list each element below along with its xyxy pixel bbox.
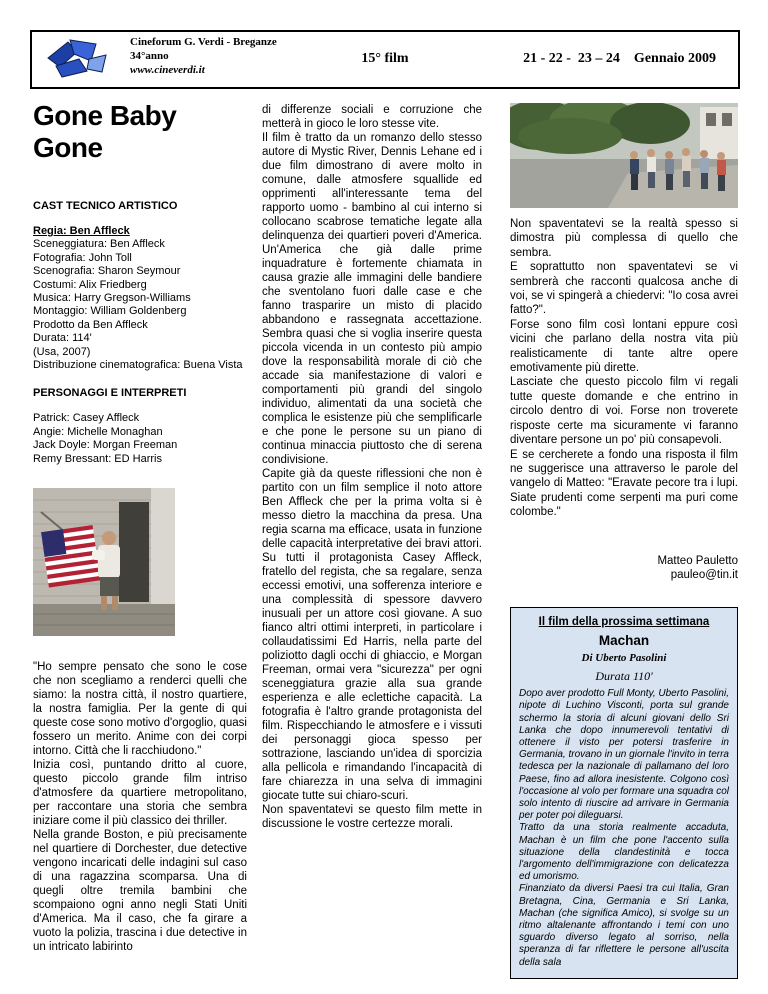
cast-line: Patrick: Casey Affleck — [33, 412, 140, 425]
credit-line: Musica: Harry Gregson-Williams — [33, 292, 191, 305]
film-still-flag-photo — [33, 488, 175, 636]
cast-list — [33, 412, 247, 466]
credit-line: Distribuzione cinematografica: Buena Vista — [33, 359, 243, 372]
org-website: www.cineverdi.it — [130, 64, 205, 76]
description-paragraph: Dopo aver prodotto Full Monty, Uberto Pasolini, nipote di Luchino Visconti, porta sul grande schermo la storia di alcuni giovani dello Sri Lanka che dopo innumerevoli tentativi di ottenere il visto per potersi trasferire in Germania, trovano in un giornale l'invito in terra tedesca per la nazionale di pallamano del loro Paese, fino ad allora inesistente. Colgono così l'occasione al volo per formare una squadra col solo intento di riuscire ad arrivare in Germania per poter poi dileguarsi. — [519, 688, 729, 822]
left-column — [33, 100, 247, 954]
author-email: pauleo@tin.it — [670, 569, 738, 582]
review-paragraph: Forse sono film così lontani eppure così vicini che parlano della nostra vita più realisticamente di tante altre opere emotivamente più dirette. — [510, 318, 738, 375]
next-week-heading: Il film della prossima settimana — [538, 615, 710, 628]
review-paragraph: Nella grande Boston, e più precisamente nel quartiere di Dorchester, due detective vengono incaricati delle indagini sul caso di una ragazzina scomparsa. Una di quegli oltre tremila bambini che scompaiono ogni anno negli Stati Uniti d'America. Ma il caso, che fa girare a vuoto la polizia, trascina i due detective in un intricato labirinto — [33, 829, 247, 954]
credit-line: Durata: 114' — [33, 332, 92, 345]
review-paragraph: Il film è tratto da un romanzo dello stesso autore di Mystic River, Dennis Lehane ed i due film dimostrano di avere molto in comune, dalle atmosfere squallide ed opprimenti all'interessante tema del rapporto uomo - bambino al cui interno si collocano scabrose tematiche legate alla delinquenza dei quartieri poveri d'America. Un'America che già dalle prime inquadrature è fortemente chiamata in causa grazie alle immagini delle bandiere che sventolano fuori dalle case e che fanno trasparire un misto di placido abbandono e rassegnata accettazione. Sembra quasi che si voglia inserire questa piccola vicenda in un contesto più ampio dove la responsabilità morale di ciò che accade sia manifestazione di valori e comportamenti più grandi del singolo individuo, alimentati da una società che complica le esistenze più che semplificarle e che pone le persone su un piano di continua minaccia piuttosto che di serena condivisione. — [262, 132, 482, 466]
street-photo-graphic — [510, 103, 738, 208]
org-name: Cineforum G. Verdi - Breganze — [130, 36, 277, 48]
description-paragraph: Tratto da una storia realmente accaduta, Machan è un film che pone l'accento sulla situazione della clandestinità e tocca l'argomento dell'immigrazione con delicatezza ed umorismo. — [519, 822, 729, 883]
flag-photo-graphic — [33, 488, 175, 636]
review-paragraph: E se cercherete a fondo una risposta il film ne suggerisce una attraverso le parole del vangelo di Matteo: "Eravate pecore tra i lupi. Siate prudenti come serpenti ma puri come colombe." — [510, 448, 738, 519]
review-paragraph: di differenze sociali e corruzione che metterà in gioco le loro stesse vite. — [262, 104, 482, 130]
credit-line: Fotografia: John Toll — [33, 251, 132, 264]
cast-line: Angie: Michelle Monaghan — [33, 425, 163, 438]
next-week-description — [519, 688, 729, 969]
next-week-film-title: Machan — [598, 632, 650, 648]
left-review-text — [33, 660, 247, 954]
film-number: 15° film — [361, 51, 409, 66]
next-week-director: Di Uberto Pasolini — [581, 652, 667, 665]
credit-line: Sceneggiatura: Ben Affleck — [33, 238, 165, 251]
credit-line: Scenografia: Sharon Seymour — [33, 265, 181, 278]
center-column — [262, 103, 482, 831]
film-title: Gone Baby Gone — [33, 100, 177, 163]
header — [30, 30, 740, 89]
review-paragraph: Capite già da queste riflessioni che non è partito con un film semplice il noto attore Ben Affleck che per la prima volta si è messo dietro la macchina da presa. Una regia scarna ma efficace, usata in funzione delle capacità interpretative dei bravi attori. Su tutti il protagonista Casey Affleck, fratello del regista, che sa regalare, senza eccessi emotivi, una sofferenza interiore e una complessità di spessore davvero inusuali per un attore così giovane. A suo fianco altri ottimi interpreti, in particolare i collaudatissimi Ed Harris, nella parte del poliziotto dagli occhi di ghiaccio, e Morgan Freeman, ormai vera "sicurezza" per ogni sceneggiatura grazie alla sua grande esperienza e alle eclettiche capacità. La fotografia è l'altro grande protagonista del film. Rispecchiando le atmosfere e i vissuti dei personaggi gioca spesso per sottrazione, lasciando un'idea di sporcizia alla pellicola e rimandando l'incapacità di fare chiarezza in una selva di immagini giocate tutte sui chiaro-scuri. — [262, 468, 482, 802]
cast-tecnico-heading: CAST TECNICO ARTISTICO — [33, 200, 178, 212]
review-paragraph: Non spaventatevi se questo film mette in discussione le vostre certezze morali. — [262, 804, 482, 830]
author-name: Matteo Pauletto — [657, 554, 738, 567]
director-credit: Regia: Ben Affleck — [33, 225, 130, 237]
technical-credits — [33, 238, 247, 372]
credit-line: Costumi: Alix Friedberg — [33, 278, 147, 291]
film-still-street-photo — [510, 103, 738, 208]
right-column — [510, 103, 738, 979]
review-paragraph: Lasciate che questo piccolo film vi regali tutte queste domande e che entrino in circolo dentro di voi. Forse non troverete risposte certe ma sicuramente vi faranno diventare persone un po' più consapevoli. — [510, 376, 738, 447]
credit-line: Prodotto da Ben Affleck — [33, 318, 148, 331]
org-year: 34°anno — [130, 50, 169, 62]
next-week-box — [510, 607, 738, 979]
review-paragraph: Inizia così, puntando dritto al cuore, questo piccolo grande film intriso d'atmosfere da quartiere metropolitano, per raccontare una storia che sembra iniziare come il più classico dei thriller. — [33, 759, 247, 828]
author-signature — [510, 554, 738, 583]
cast-line: Jack Doyle: Morgan Freeman — [33, 439, 178, 452]
description-paragraph: Finanziato da diversi Paesi tra cui Italia, Gran Bretagna, Cina, Germania e Sri Lanka, Machan (che significa Amico), si svolge su un ritmo altalenante affrontando i temi con uno sguardo diverso legato al sorriso, nella speranza di far riflettere le persone all'uscita della sala — [519, 883, 729, 968]
personaggi-heading: PERSONAGGI E INTERPRETI — [33, 387, 187, 400]
review-paragraph: Non spaventatevi se la realtà spesso si dimostra più complessa di quello che sembra. — [510, 218, 738, 259]
credit-line: (Usa, 2007) — [33, 345, 91, 358]
cast-line: Remy Bressant: ED Harris — [33, 452, 162, 465]
review-paragraph: E soprattutto non spaventatevi se vi sembrerà che racconti qualcosa anche di voi, se vi spingerà a chiedervi: "Io cosa avrei fatto?". — [510, 261, 738, 317]
next-week-duration: Durata 110' — [595, 668, 653, 683]
review-paragraph: "Ho sempre pensato che sono le cose che non scegliamo a renderci quelli che siamo: la nostra città, il nostro quartiere, la nostra famiglia. Per la gente di qui queste cose sono motivo d'orgoglio, quasi fossero un merito. Anime con dei corpi intorno. Città che li racchiudono." — [33, 661, 247, 758]
credit-line: Montaggio: William Goldenberg — [33, 305, 187, 318]
screening-dates: 21 - 22 - 23 – 24 Gennaio 2009 — [523, 51, 716, 66]
